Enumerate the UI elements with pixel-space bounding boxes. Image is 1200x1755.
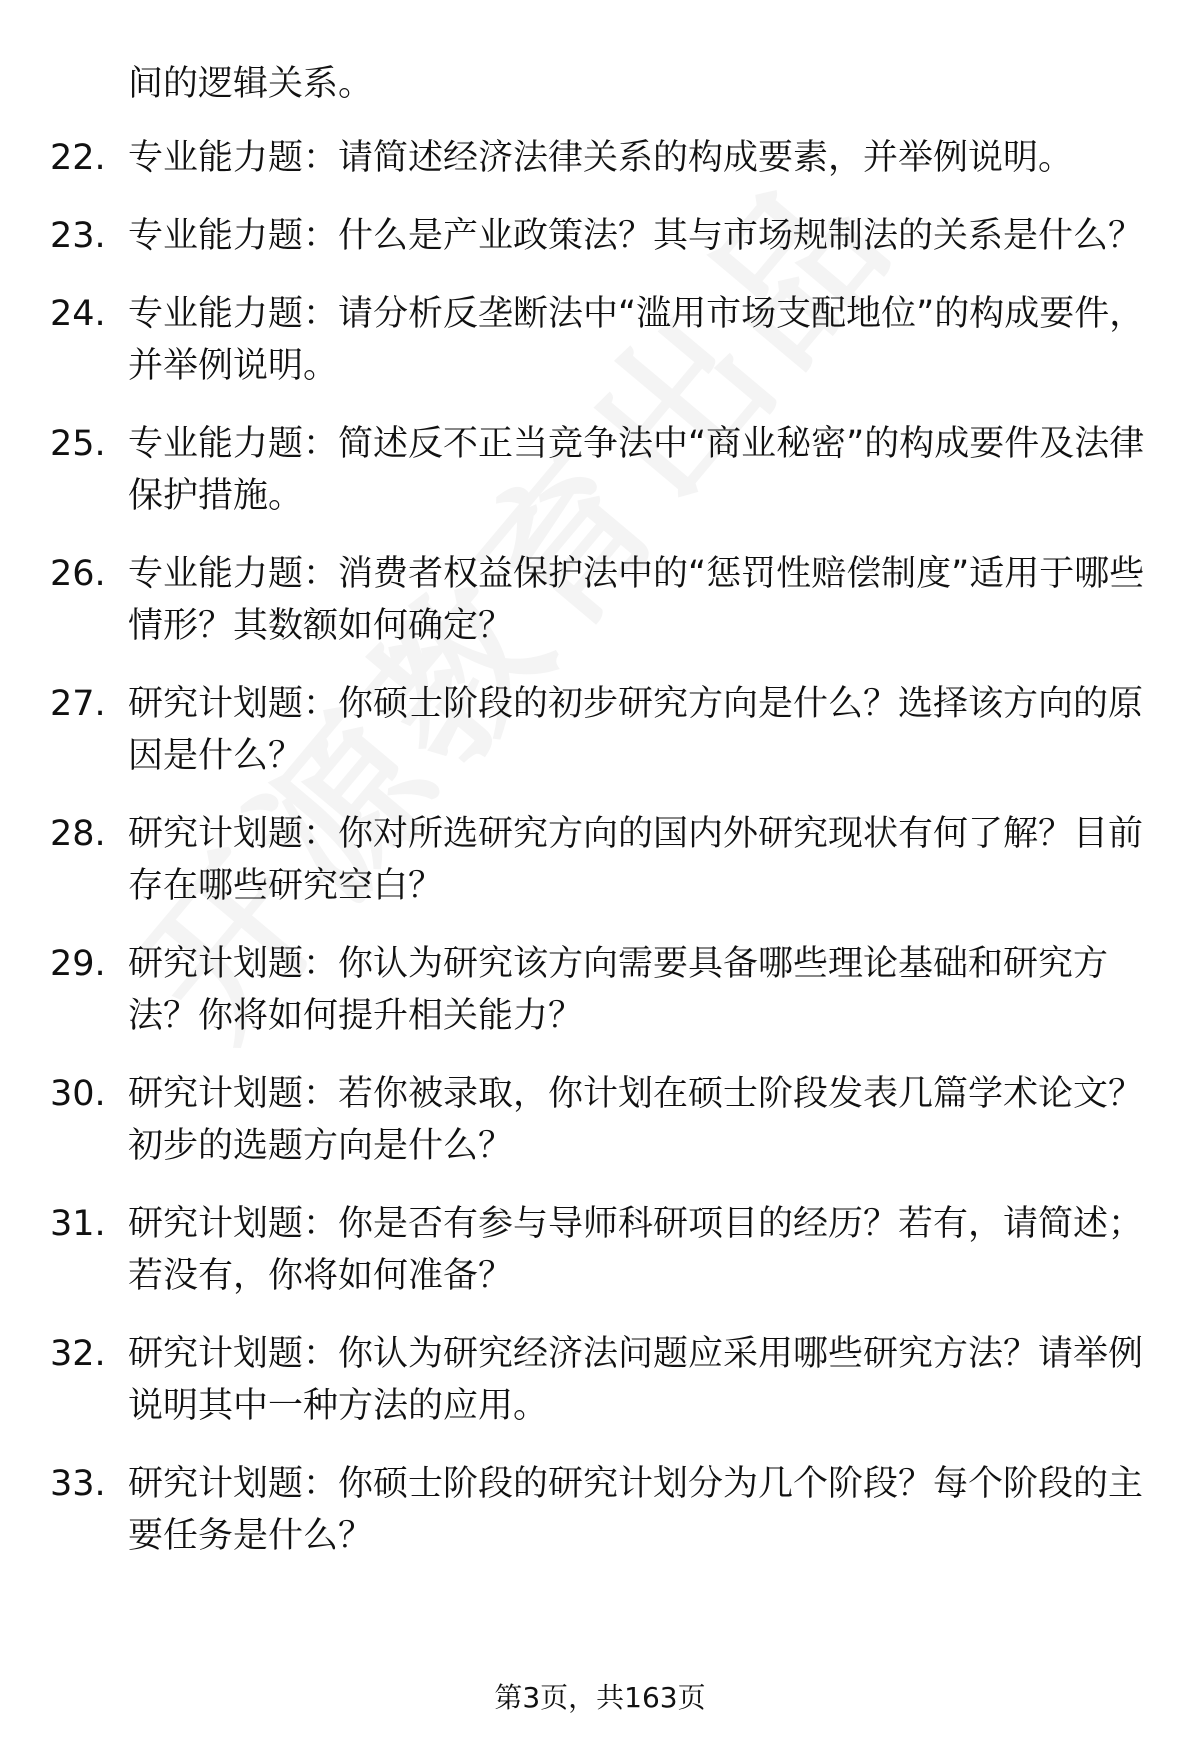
question-number: 29. xyxy=(50,944,106,984)
list-item xyxy=(50,808,1150,912)
question-text: 研究计划题：你认为研究该方向需要具备哪些理论基础和研究方法？你将如何提升相关能力？ xyxy=(128,944,1109,1036)
list-item xyxy=(50,938,1150,1042)
question-text: 专业能力题：请分析反垄断法中“滥用市场支配地位”的构成要件，并举例说明。 xyxy=(128,294,1145,386)
list-item xyxy=(50,1328,1150,1432)
question-number: 31. xyxy=(50,1204,106,1244)
question-number: 33. xyxy=(50,1464,106,1504)
list-item xyxy=(50,1068,1150,1172)
question-text: 专业能力题：简述反不正当竞争法中“商业秘密”的构成要件及法律保护措施。 xyxy=(128,424,1145,516)
question-text: 专业能力题：什么是产业政策法？其与市场规制法的关系是什么？ xyxy=(128,216,1144,256)
question-number: 28. xyxy=(50,814,106,854)
question-text: 研究计划题：若你被录取，你计划在硕士阶段发表几篇学术论文？初步的选题方向是什么？ xyxy=(128,1074,1144,1166)
question-text: 专业能力题：请简述经济法律关系的构成要素，并举例说明。 xyxy=(128,138,1074,178)
page-number-footer: 第3页，共163页 xyxy=(494,1681,706,1714)
question-number: 32. xyxy=(50,1334,106,1374)
continuation-text: 间的逻辑关系。 xyxy=(128,64,374,104)
question-text: 研究计划题：你对所选研究方向的国内外研究现状有何了解？目前存在哪些研究空白？ xyxy=(128,814,1144,906)
list-item xyxy=(50,548,1150,652)
question-text: 专业能力题：消费者权益保护法中的“惩罚性赔偿制度”适用于哪些情形？其数额如何确定？ xyxy=(128,554,1145,646)
question-number: 30. xyxy=(50,1074,106,1114)
question-number: 27. xyxy=(50,684,106,724)
list-item xyxy=(50,132,1150,184)
question-text: 研究计划题：你硕士阶段的初步研究方向是什么？选择该方向的原因是什么？ xyxy=(128,684,1144,776)
list-item xyxy=(50,210,1150,262)
list-item xyxy=(50,418,1150,522)
question-text: 研究计划题：你硕士阶段的研究计划分为几个阶段？每个阶段的主要任务是什么？ xyxy=(128,1464,1144,1556)
list-item xyxy=(50,678,1150,782)
list-item xyxy=(50,1458,1150,1562)
question-text: 研究计划题：你是否有参与导师科研项目的经历？若有，请简述；若没有，你将如何准备？ xyxy=(128,1204,1144,1296)
list-item xyxy=(50,288,1150,392)
question-text: 研究计划题：你认为研究经济法问题应采用哪些研究方法？请举例说明其中一种方法的应用。 xyxy=(128,1334,1144,1426)
list-item xyxy=(50,1198,1150,1302)
question-number: 26. xyxy=(50,554,106,594)
question-number: 24. xyxy=(50,294,106,334)
question-number: 22. xyxy=(50,138,106,178)
question-list xyxy=(50,132,1150,1588)
question-number: 23. xyxy=(50,216,106,256)
question-number: 25. xyxy=(50,424,106,464)
